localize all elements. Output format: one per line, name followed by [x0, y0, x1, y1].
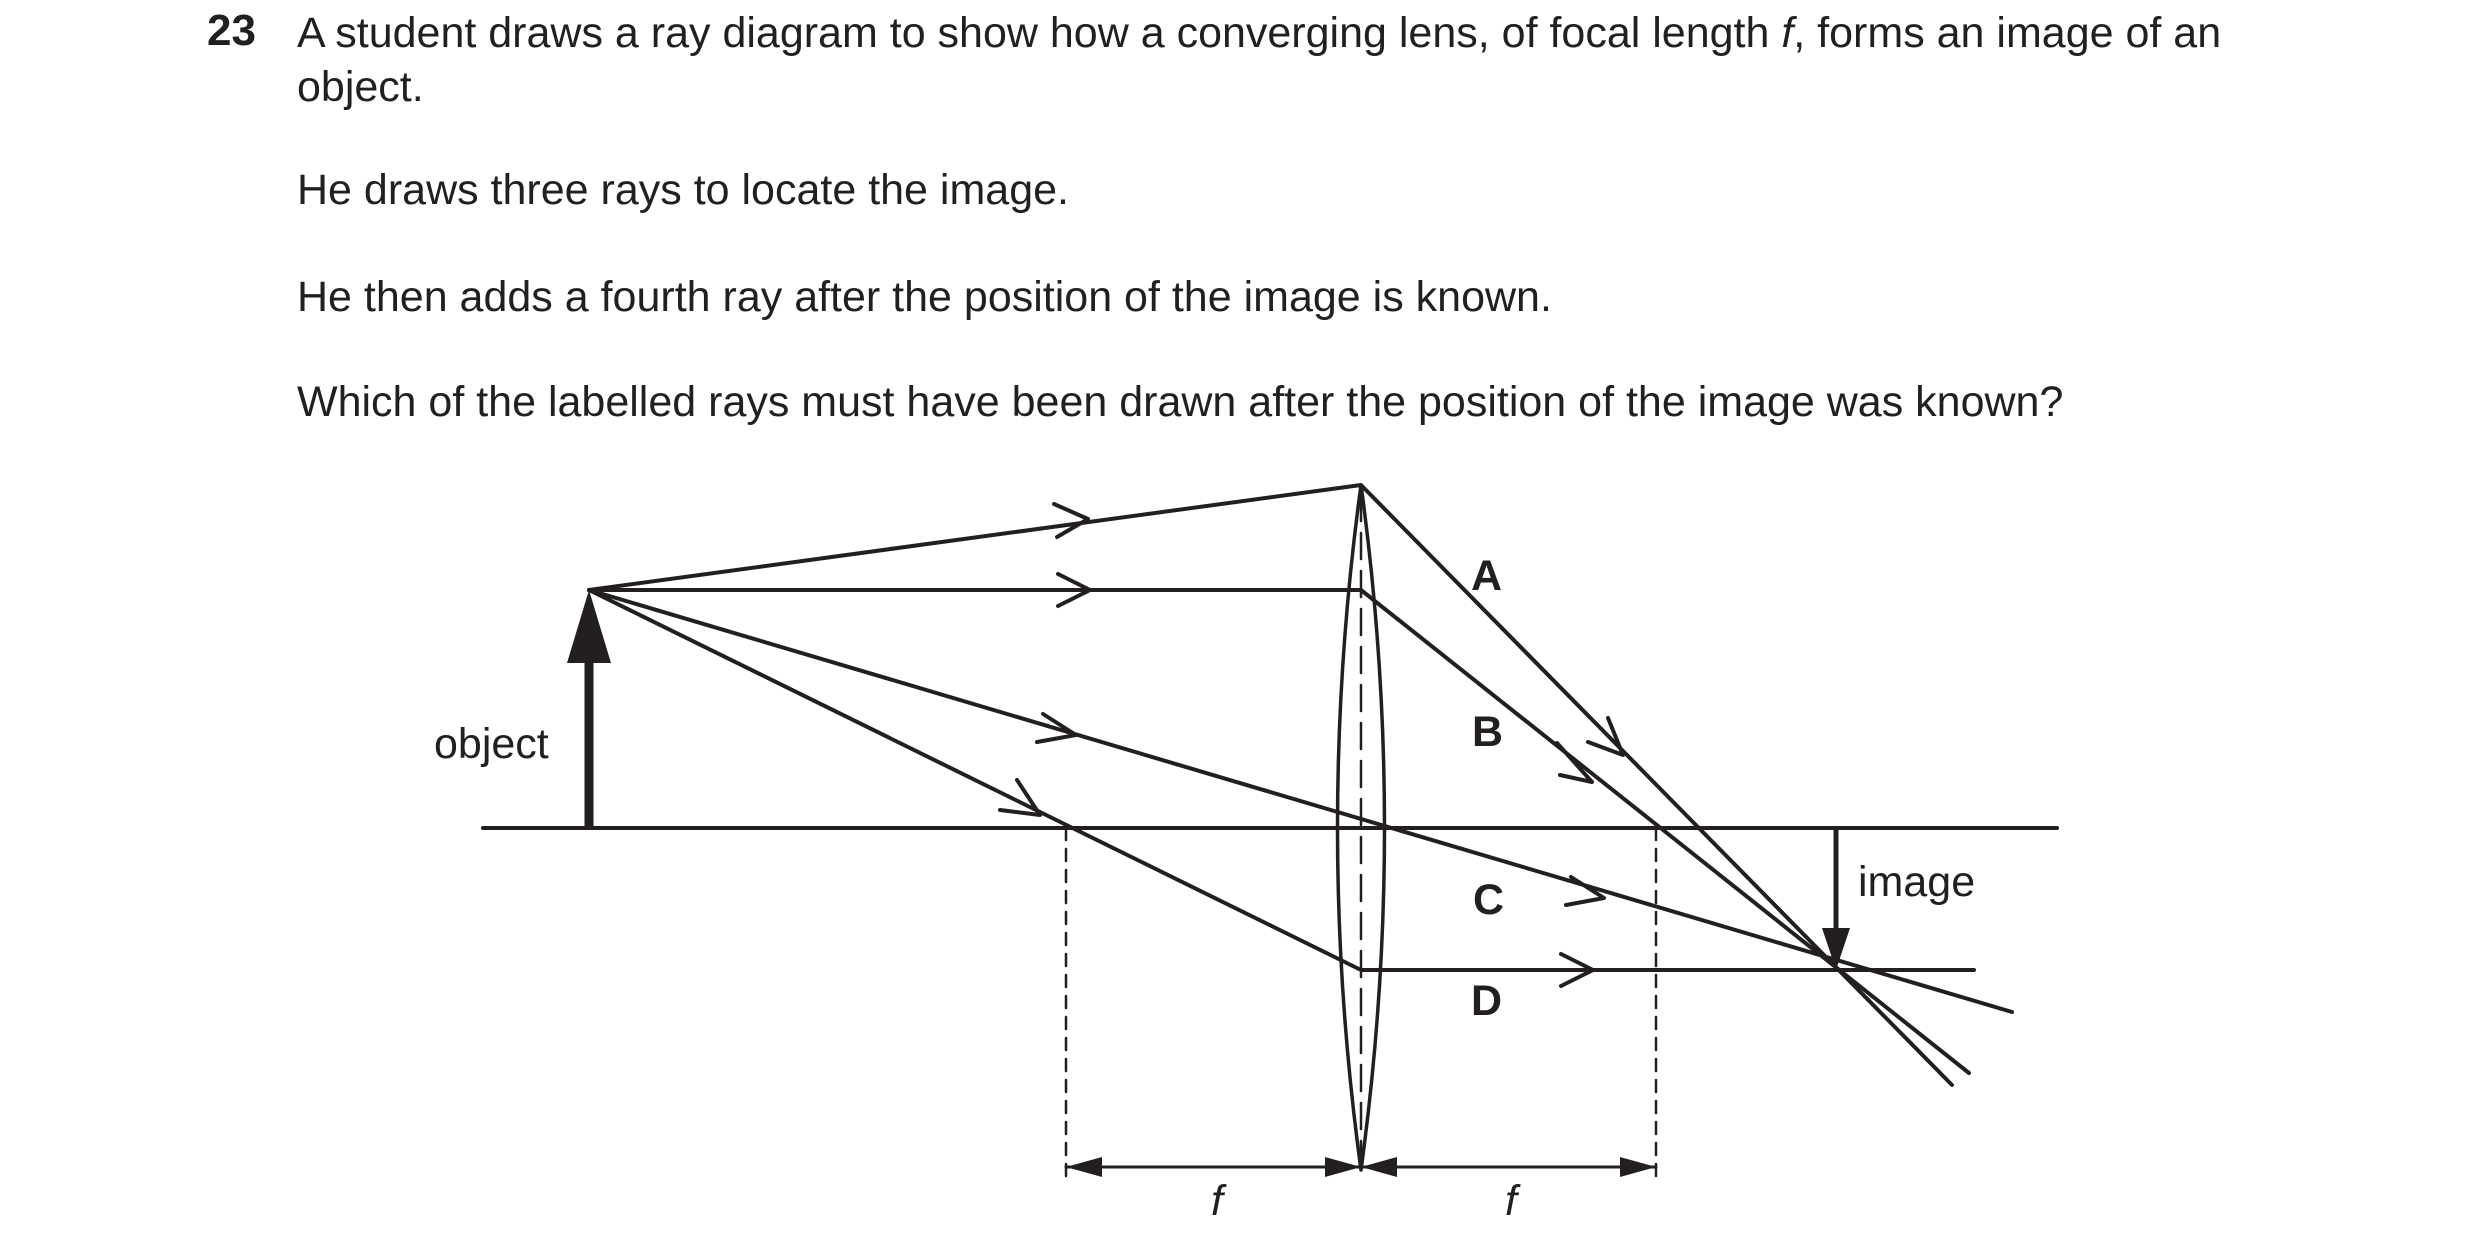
question-intro-start: A student draws a ray diagram to show how a converging lens, of focal length [297, 9, 1782, 57]
ray-c [589, 590, 2012, 1012]
question-line-three-rays: He draws three rays to locate the image. [297, 166, 1069, 214]
focal-length-label-left: f [1211, 1177, 1223, 1225]
focal-arrowhead-3 [1361, 1157, 1397, 1177]
ray-b-arrow-2 [1557, 743, 1592, 782]
image-label: image [1858, 858, 1976, 906]
focal-arrowhead-1 [1066, 1157, 1102, 1177]
object-label: object [434, 720, 549, 768]
focal-arrowhead-4 [1620, 1157, 1656, 1177]
ray-label-b: B [1472, 708, 1504, 756]
question-prompt: Which of the labelled rays must have been drawn after the position of the image was known? [297, 378, 2064, 426]
ray-a-arrow-1 [1054, 504, 1088, 537]
ray-a [589, 485, 1952, 1085]
object-arrowhead [567, 590, 611, 663]
focal-length-label-right: f [1505, 1177, 1517, 1225]
ray-label-d: D [1471, 977, 1503, 1025]
focal-length-symbol: f [1781, 9, 1794, 57]
ray-label-a: A [1471, 552, 1503, 600]
question-number: 23 [207, 6, 256, 55]
focal-arrowhead-2 [1325, 1157, 1361, 1177]
question-intro-end: , forms an image of an object. [297, 9, 2222, 111]
ray-label-c: C [1473, 876, 1505, 924]
question-line-fourth-ray: He then adds a fourth ray after the position of the image is known. [297, 273, 1552, 321]
ray-b [589, 590, 1969, 1073]
